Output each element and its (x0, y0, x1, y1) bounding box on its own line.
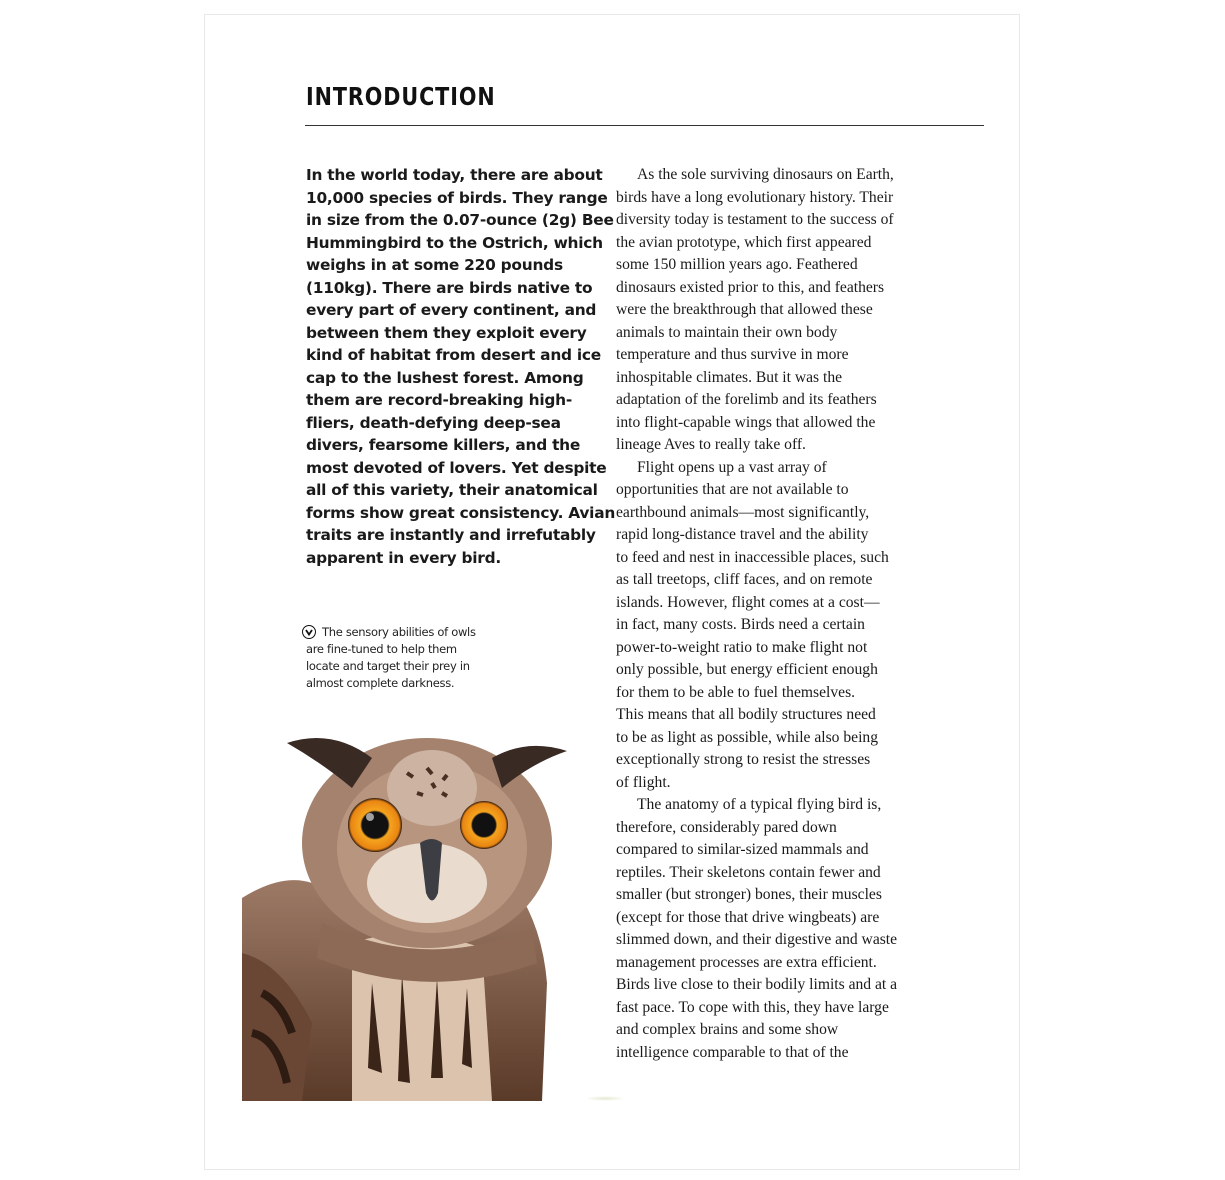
intro-line: fliers, death-defying deep-sea (306, 413, 561, 432)
body-text-line: and complex brains and some show (616, 1021, 839, 1038)
body-text-line: management processes are extra efficient. (616, 953, 877, 971)
intro-line: (110kg). There are birds native to (306, 278, 593, 297)
caption-line: almost complete darkness. (306, 676, 455, 690)
body-text-line: exceptionally strong to resist the stresses (616, 751, 871, 768)
body-text-line: in fact, many costs. Birds need a certain (616, 616, 865, 633)
body-text-line: Birds live close to their bodily limits and at a (616, 976, 898, 993)
body-text-line: as tall treetops, cliff faces, and on remote (616, 571, 873, 588)
intro-line: In the world today, there are about (306, 166, 603, 184)
intro-line: all of this variety, their anatomical (306, 481, 598, 499)
intro-line: 10,000 species of birds. They range (306, 188, 608, 207)
body-text-line: some 150 million years ago. Feathered (616, 256, 858, 273)
body-text-line: into flight-capable wings that allowed the (616, 413, 876, 431)
body-text-line: As the sole surviving dinosaurs on Earth, (637, 166, 894, 183)
caption-line: The sensory abilities of owls (322, 625, 476, 639)
intro-line: them are record-breaking high- (306, 391, 573, 409)
body-text-line: slimmed down, and their digestive and waste (616, 931, 898, 948)
page-title: INTRODUCTION (306, 82, 496, 111)
intro-line: every part of every continent, and (306, 301, 597, 319)
body-text-line: (except for those that drive wingbeats) are (616, 908, 880, 926)
body-text-line: reptiles. Their skeletons contain fewer and (616, 863, 881, 881)
intro-line: Hummingbird to the Ostrich, which (306, 233, 603, 252)
body-text-line: were the breakthrough that allowed these (616, 301, 873, 318)
body-text-line: adaptation of the forelimb and its feathers (616, 391, 877, 408)
body-text-line: dinosaurs existed prior to this, and feathers (616, 278, 885, 296)
body-text-line: of flight. (616, 773, 671, 791)
body-text-line: lineage Aves to really take off. (616, 436, 806, 453)
body-text-line: diversity today is testament to the success of (616, 211, 894, 228)
title-divider (305, 125, 984, 126)
body-text-line: to be as light as possible, while also being (616, 728, 879, 746)
intro-line: cap to the lushest forest. Among (306, 368, 584, 387)
owl-photo (242, 733, 577, 1101)
intro-line: apparent in every bird. (306, 548, 501, 567)
body-text-line: This means that all bodily structures need (616, 706, 876, 723)
body-text-line: Flight opens up a vast array of (637, 458, 827, 476)
image-caption (306, 624, 506, 692)
caption-line: are fine-tuned to help them (306, 642, 457, 656)
body-text-line: for them to be able to fuel themselves. (616, 683, 856, 701)
body-text-line: smaller (but stronger) bones, their muscles (616, 886, 882, 903)
body-text-line: intelligence comparable to that of the (616, 1043, 849, 1061)
chevron-down-circle-icon (302, 625, 316, 639)
body-text-line: the avian prototype, which first appeared (616, 233, 872, 251)
body-text-line: temperature and thus survive in more (616, 346, 849, 363)
body-text-line: animals to maintain their own body (616, 323, 838, 341)
intro-line: kind of habitat from desert and ice (306, 346, 601, 364)
intro-line: in size from the 0.07-ounce (2g) Bee (306, 211, 614, 229)
body-text-line: opportunities that are not available to (616, 481, 849, 498)
caption-line: locate and target their prey in (306, 659, 470, 673)
body-text-line: islands. However, flight comes at a cost— (616, 593, 880, 611)
body-text-line: compared to similar-sized mammals and (616, 841, 869, 858)
body-text-line: birds have a long evolutionary history. Their (616, 188, 894, 206)
intro-line: between them they exploit every (306, 323, 587, 342)
body-text-line: earthbound animals—most significantly, (616, 503, 870, 521)
body-text-line: only possible, but energy efficient enough (616, 661, 878, 678)
body-text-line: The anatomy of a typical flying bird is, (637, 796, 882, 813)
body-text-line: rapid long-distance travel and the ability (616, 526, 869, 543)
body-text-line: inhospitable climates. But it was the (616, 368, 843, 386)
intro-line: weighs in at some 220 pounds (306, 256, 563, 274)
body-text-line: fast pace. To cope with this, they have large (616, 998, 889, 1016)
intro-line: forms show great consistency. Avian (306, 503, 616, 522)
body-text-line: power-to-weight ratio to make flight not (616, 638, 868, 656)
intro-line: divers, fearsome killers, and the (306, 436, 581, 454)
body-text-line: therefore, considerably pared down (616, 818, 837, 836)
intro-line: traits are instantly and irrefutably (306, 526, 596, 544)
body-text-column (616, 164, 916, 1064)
intro-line: most devoted of lovers. Yet despite (306, 458, 607, 477)
body-text-line: to feed and nest in inaccessible places, such (616, 548, 889, 566)
intro-paragraph (306, 164, 616, 569)
page-smudge (585, 1096, 625, 1101)
